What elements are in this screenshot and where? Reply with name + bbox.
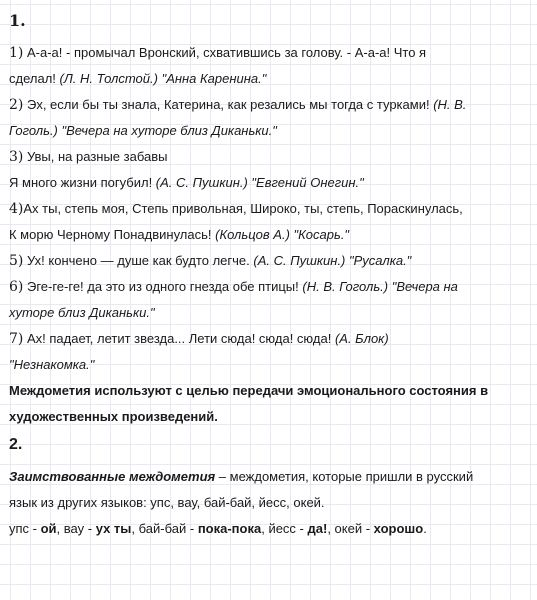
example-quote: Эге-ге-ге! да это из одного гнезда обе птицы! [23, 279, 303, 294]
definition-text-2: язык из других языков: упс, вау, бай-бай, йесс, окей. [9, 495, 325, 510]
example-quote: Эх, если бы ты знала, Катерина, как резались мы тогда с турками! [23, 97, 434, 112]
example-quote: Ах! падает, летит звезда... Лети сюда! сюда! сюда! [23, 331, 335, 346]
mapping-foreign-word: упс [9, 521, 30, 536]
example-item [9, 326, 531, 378]
translation-mapping: упс - ой, вау - ух ты, бай-бай - пока-пока, йесс - да!, окей - хорошо. [9, 521, 427, 536]
definition-term: Заимствованные междометия [9, 469, 216, 484]
example-number: 3) [9, 149, 24, 165]
examples-list [9, 40, 531, 378]
example-line [9, 352, 531, 378]
example-line [9, 118, 531, 144]
example-quote: Увы, на разные забавы [23, 149, 168, 164]
example-source: Гоголь.) "Вечера на хуторе близ Диканьки." [9, 123, 277, 138]
example-number: 6) [9, 279, 24, 295]
mapping-native-word: ух ты [95, 521, 132, 536]
example-line [9, 248, 531, 274]
example-item [9, 248, 531, 274]
summary-line: Междометия используют с целью передачи эмоционального состояния в [9, 383, 489, 398]
example-quote: Ах ты, степь моя, Степь привольная, Широко, ты, степь, Пораскинулась, [23, 201, 463, 216]
example-line [9, 170, 531, 196]
mapping-foreign-word: йесс [268, 521, 296, 536]
example-source: (Н. В. [433, 97, 467, 112]
example-line [9, 144, 531, 170]
mapping-native-word: пока-пока [197, 521, 262, 536]
example-number: 4) [9, 201, 24, 217]
mapping-native-word: хорошо [373, 521, 424, 536]
mapping-native-word: да! [307, 521, 328, 536]
example-number: 7) [9, 331, 24, 347]
mapping-foreign-word: окей [334, 521, 363, 536]
mapping-foreign-word: бай-бай [138, 521, 187, 536]
section-1-number: 1. [9, 11, 26, 30]
definition-text-1: – междометия, которые пришли в русский [215, 469, 474, 484]
example-item [9, 92, 531, 144]
example-quote: А-а-а! - промычал Вронский, схватившись за голову. - А-а-а! Что я [23, 45, 427, 60]
example-source: (Н. В. Гоголь.) "Вечера на [302, 279, 458, 294]
example-source: (А. С. Пушкин.) "Русалка." [253, 253, 412, 268]
example-item [9, 196, 531, 248]
example-line [9, 222, 531, 248]
example-line [9, 300, 531, 326]
example-quote: Ух! кончено — душе как будто легче. [23, 253, 254, 268]
example-line [9, 92, 531, 118]
example-line [9, 326, 531, 352]
example-line [9, 196, 531, 222]
example-quote: К морю Черному Понадвинулась! [9, 227, 216, 242]
example-item [9, 40, 531, 92]
example-source: (Кольцов А.) "Косарь." [215, 227, 350, 242]
example-line [9, 66, 531, 92]
summary-line: художественных произведений. [9, 409, 218, 424]
example-source: (Л. Н. Толстой.) "Анна Каренина." [59, 71, 267, 86]
example-line [9, 40, 531, 66]
example-source: (А. С. Пушкин.) "Евгений Онегин." [155, 175, 364, 190]
example-source: "Незнакомка." [9, 357, 95, 372]
section-2-number: 2. [9, 436, 23, 453]
example-item [9, 144, 531, 196]
example-quote: Я много жизни погубил! [9, 175, 156, 190]
definition-line-2 [9, 490, 531, 516]
mapping-foreign-word: вау [63, 521, 85, 536]
example-quote: сделал! [9, 71, 60, 86]
example-item [9, 274, 531, 326]
example-source: (А. Блок) [334, 331, 389, 346]
example-number: 5) [9, 253, 24, 269]
example-line [9, 274, 531, 300]
example-number: 2) [9, 97, 24, 113]
homework-answer [9, 8, 531, 542]
definition-line-1 [9, 464, 531, 490]
example-number: 1) [9, 45, 24, 61]
example-source: хуторе близ Диканьки." [9, 305, 155, 320]
summary-text [9, 378, 531, 430]
mapping-native-word: ой [40, 521, 57, 536]
